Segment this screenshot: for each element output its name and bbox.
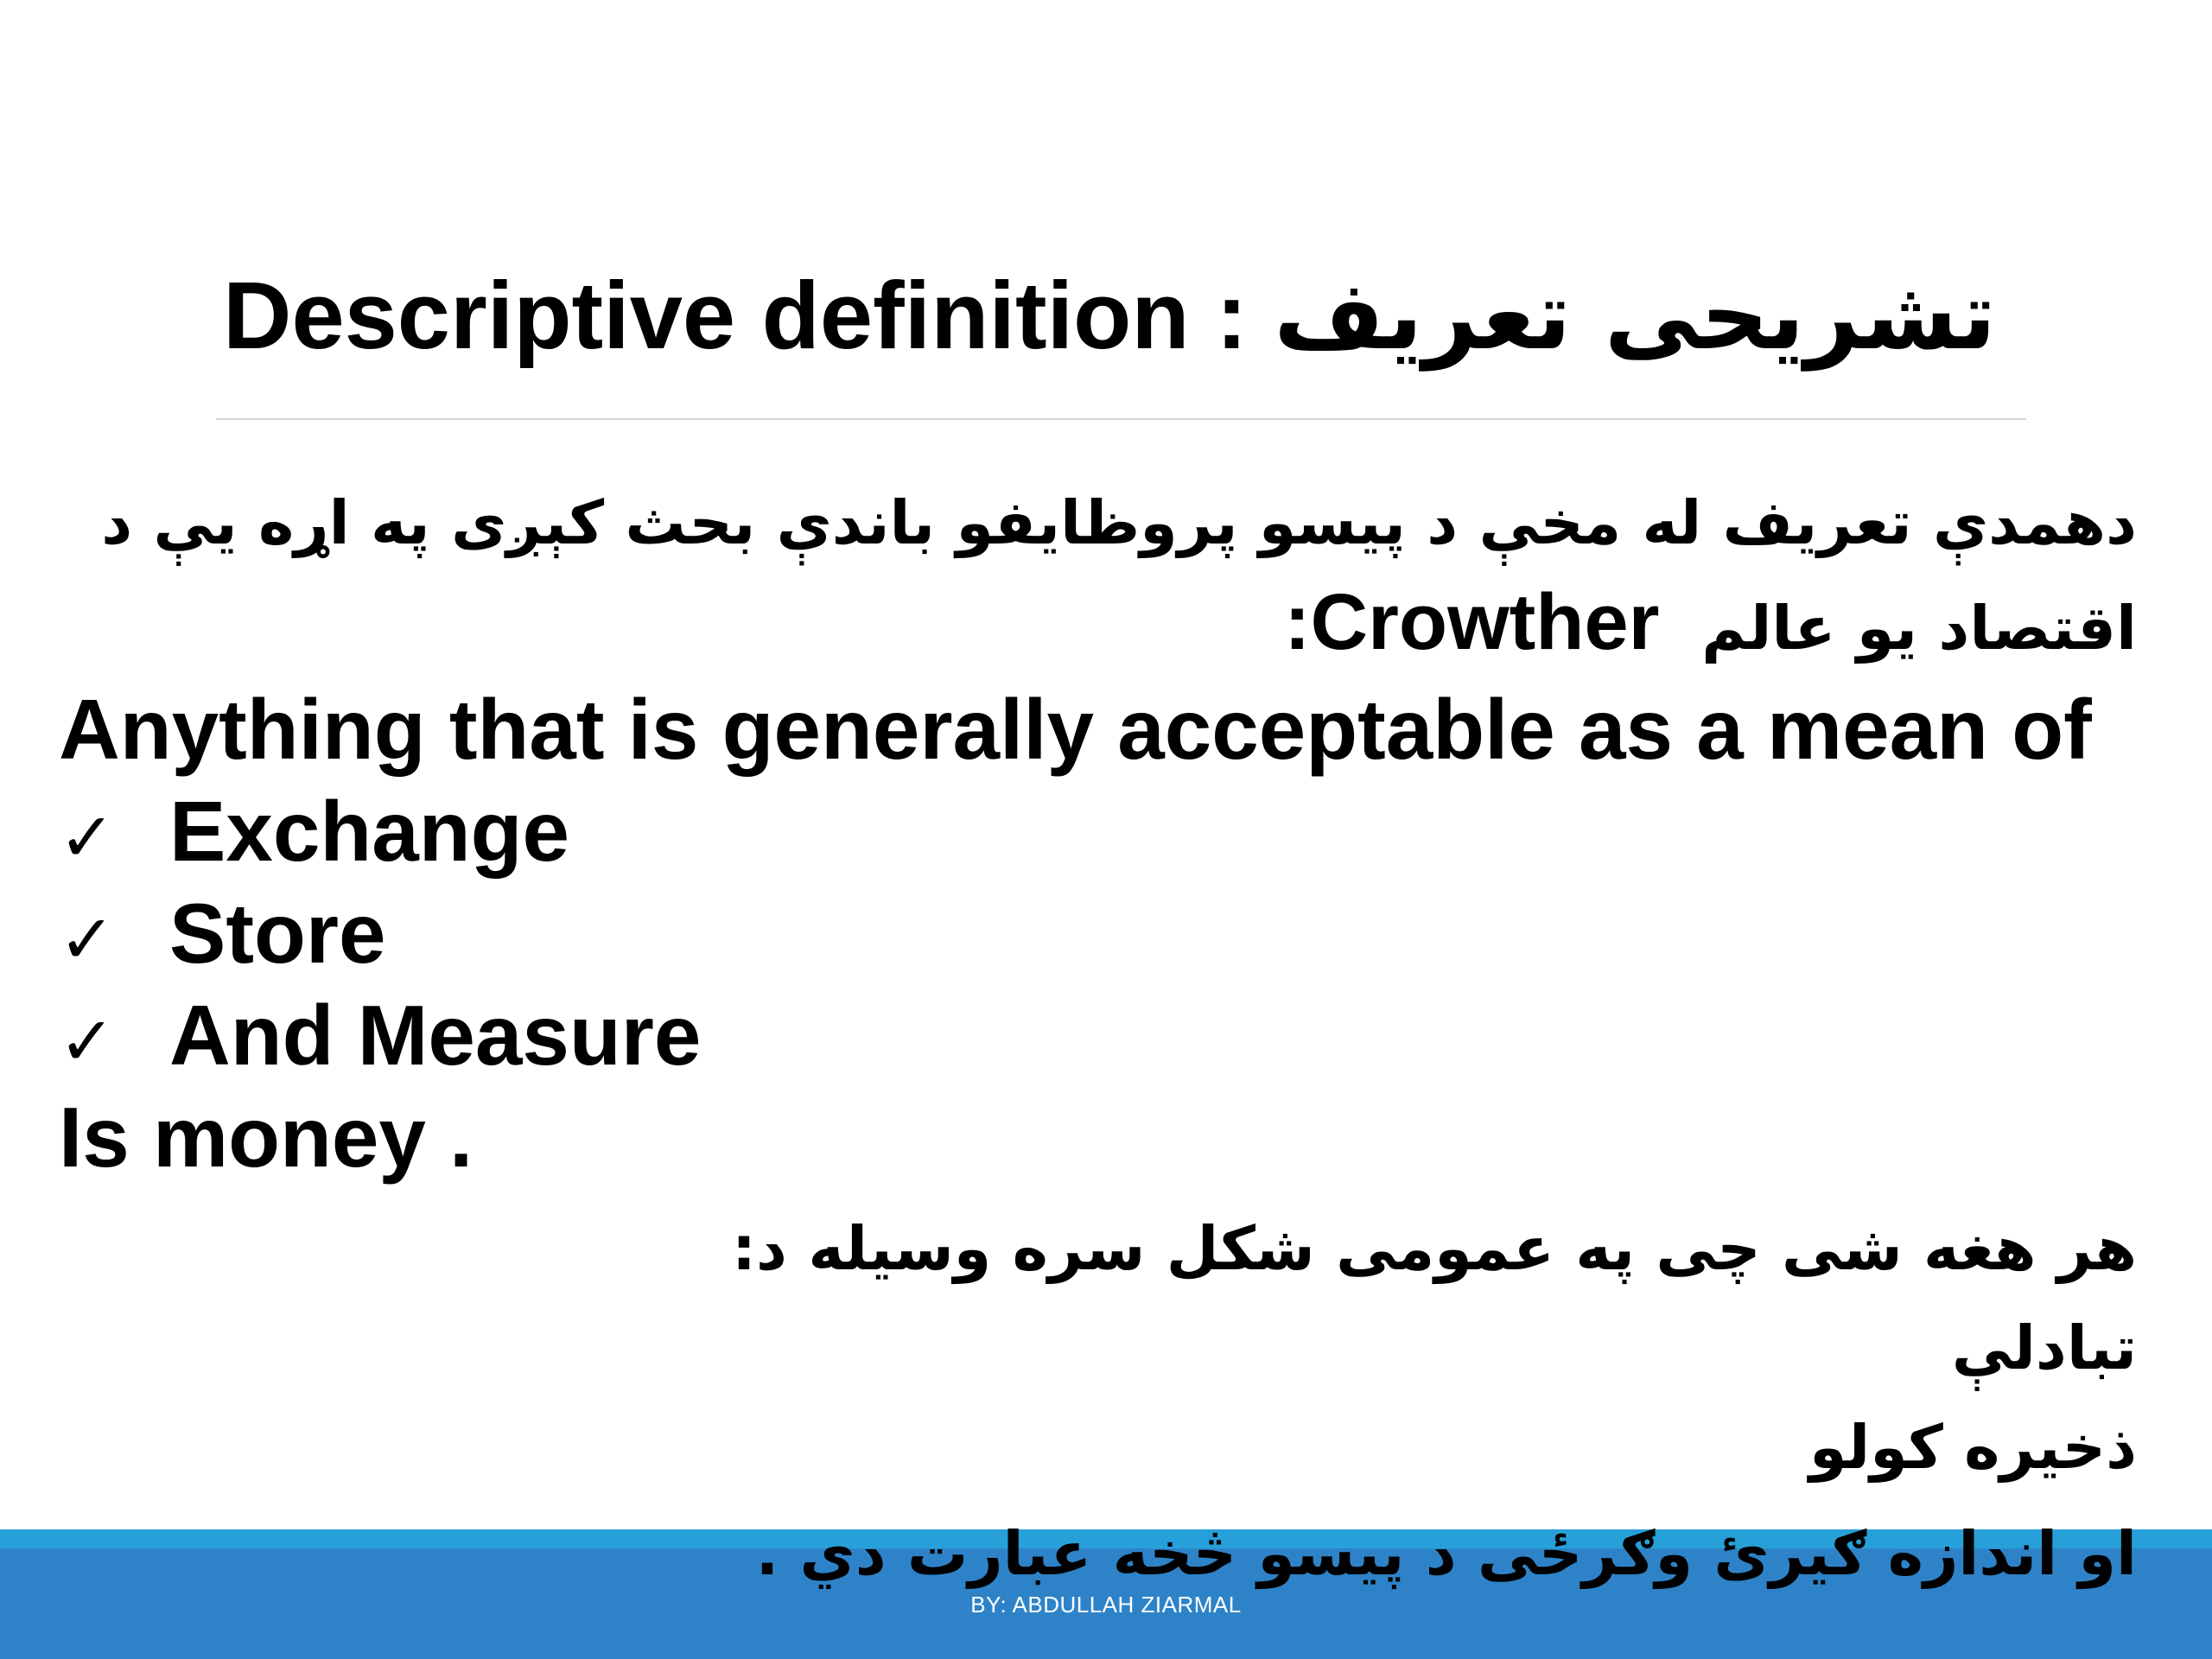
list-item [59, 984, 701, 1093]
checkmark-icon: ✓ [59, 799, 116, 877]
checkmark-icon: ✓ [59, 901, 116, 979]
slide-content [59, 480, 2137, 1620]
intro-economist-line [1284, 575, 2137, 676]
slide-title [223, 259, 2037, 372]
checkmark-icon: ✓ [59, 1003, 116, 1081]
pashto-item: تبادلې [1951, 1313, 2137, 1383]
intro-pashto-line: دهمدې تعریف له مخې د پیسو پروظایفو باندې بحث کېږی په اړه یې د [101, 487, 2137, 558]
list-item [59, 882, 386, 991]
title-pashto: تشریحی تعریف [1274, 260, 1997, 371]
conclusion-text: Is money . [59, 1090, 474, 1185]
title-divider [216, 418, 2026, 420]
intro-pashto-line-2: اقتصاد یو عالم [1701, 593, 2137, 664]
title-english: Descriptive definition : [223, 263, 1248, 369]
pashto-item: ذخیره کولو [1809, 1412, 2137, 1483]
list-item [59, 780, 569, 889]
pashto-definition: هر هغه شی چی په عمومی شکل سره وسیله د: [732, 1213, 2137, 1284]
list-item-label: And Measure [169, 988, 702, 1083]
list-item-label: Store [169, 886, 386, 981]
economist-suffix: : [1284, 578, 1311, 666]
list-item-label: Exchange [169, 784, 569, 879]
pashto-conclusion: او اندازه ګیرئ وګرځی د پیسو څخه عبارت دي . [755, 1518, 2137, 1589]
economist-name: Crowther [1310, 578, 1660, 666]
definition-text: Anything that is generally acceptable as a mean of [59, 682, 2092, 777]
footer-author: BY: ABDULLAH ZIARMAL [970, 1592, 1242, 1618]
